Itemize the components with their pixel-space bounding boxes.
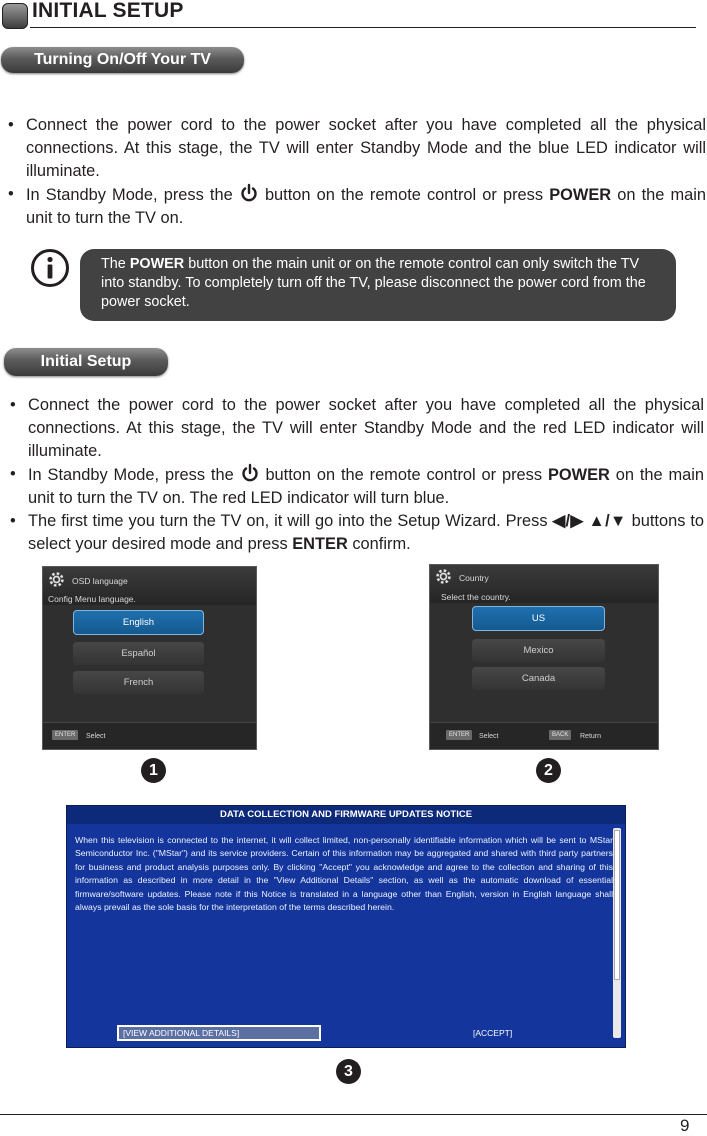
info-icon xyxy=(30,248,70,288)
step-badge-2: 2 xyxy=(536,758,561,783)
left-right-arrows-icon: ◀/▶ xyxy=(552,512,584,530)
notice-body: When this television is connected to the internet, it will collect limited, non-personally identifiable information which will be sent to MStar Semiconductor Inc. ("MStar") and its service providers. Certain of this information may be aggregated and shared with third party partners for business and product analysis purposes only. By clicking "Accept" you acknowledge and agree to the collection and sharing of this information as described in more detail in the "View Additional Details" section, as well as the automatic download of essential firmware/software updates. Please note if this Notice is translated in a language other than English, version in English language shall always prevail as the sole basis for the interpretation of the terms described herein. xyxy=(75,835,613,913)
power-icon xyxy=(239,183,259,203)
country-option-mexico[interactable]: Mexico xyxy=(472,639,605,662)
gear-icon xyxy=(48,571,65,588)
list-item: • Connect the power cord to the power socket after you have completed all the physical connections. At this stage, the TV will enter Standby Mode and the red LED indicator will illuminate. xyxy=(8,394,704,463)
accept-button[interactable]: [ACCEPT] xyxy=(473,1028,513,1038)
page-number: 9 xyxy=(680,1116,690,1135)
language-option-english[interactable]: English xyxy=(73,610,204,635)
power-instructions xyxy=(6,114,706,230)
notice-scrollbar[interactable] xyxy=(613,828,621,1038)
list-item: • In Standby Mode, press the button on the remote control or press POWER on the main unit to turn the TV on. xyxy=(6,183,706,230)
screen-subtitle: Select the country. xyxy=(441,592,511,602)
title-divider xyxy=(30,27,696,28)
screen-title: OSD language xyxy=(72,576,128,586)
osd-language-screen xyxy=(42,566,257,750)
title-icon xyxy=(2,3,28,29)
section-heading-power: Turning On/Off Your TV xyxy=(1,47,244,73)
gear-icon xyxy=(435,568,452,585)
footer-divider xyxy=(0,1114,707,1115)
select-hint: Select xyxy=(479,733,499,740)
section-heading-initial-setup: Initial Setup xyxy=(4,348,168,376)
step-badge-3: 3 xyxy=(336,1059,361,1084)
list-item: • In Standby Mode, press the button on the remote control or press POWER on the main unit to turn the TV on. The red LED indicator will turn blue. xyxy=(8,463,704,510)
language-option-french[interactable]: French xyxy=(73,671,204,694)
return-hint: Return xyxy=(580,733,602,740)
view-details-button[interactable]: [VIEW ADDITIONAL DETAILS] xyxy=(117,1025,321,1041)
list-item: • Connect the power cord to the power socket after you have completed all the physical connections. At this stage, the TV will enter Standby Mode and the blue LED indicator will illuminate. xyxy=(6,114,706,183)
screen-title: Country xyxy=(459,573,489,583)
country-option-us[interactable]: US xyxy=(472,606,605,631)
enter-key-hint: ENTER xyxy=(52,730,78,740)
data-collection-notice-screen xyxy=(66,805,626,1048)
list-item: • The first time you turn the TV on, it will go into the Setup Wizard. Press ◀/▶ ▲/▼ buttons to select your desired mode and press ENTER confirm. xyxy=(8,510,704,556)
back-key-hint: BACK xyxy=(549,730,571,740)
screen-subtitle: Config Menu language. xyxy=(48,594,136,604)
country-screen xyxy=(429,564,659,750)
up-down-arrows-icon: ▲/▼ xyxy=(588,512,627,530)
page-title: INITIAL SETUP xyxy=(32,0,184,22)
language-option-espanol[interactable]: Español xyxy=(73,642,204,665)
country-option-canada[interactable]: Canada xyxy=(472,667,605,690)
power-icon xyxy=(240,463,260,483)
notice-title: DATA COLLECTION AND FIRMWARE UPDATES NOTICE xyxy=(67,806,625,824)
select-hint: Select xyxy=(86,733,106,740)
setup-instructions xyxy=(8,394,704,556)
power-note: The POWER button on the main unit or on the remote control can only switch the TV into standby. To completely turn off the TV, please disconnect the power cord from the power socket. xyxy=(80,249,676,321)
step-badge-1: 1 xyxy=(141,758,166,783)
enter-key-hint: ENTER xyxy=(446,730,472,740)
